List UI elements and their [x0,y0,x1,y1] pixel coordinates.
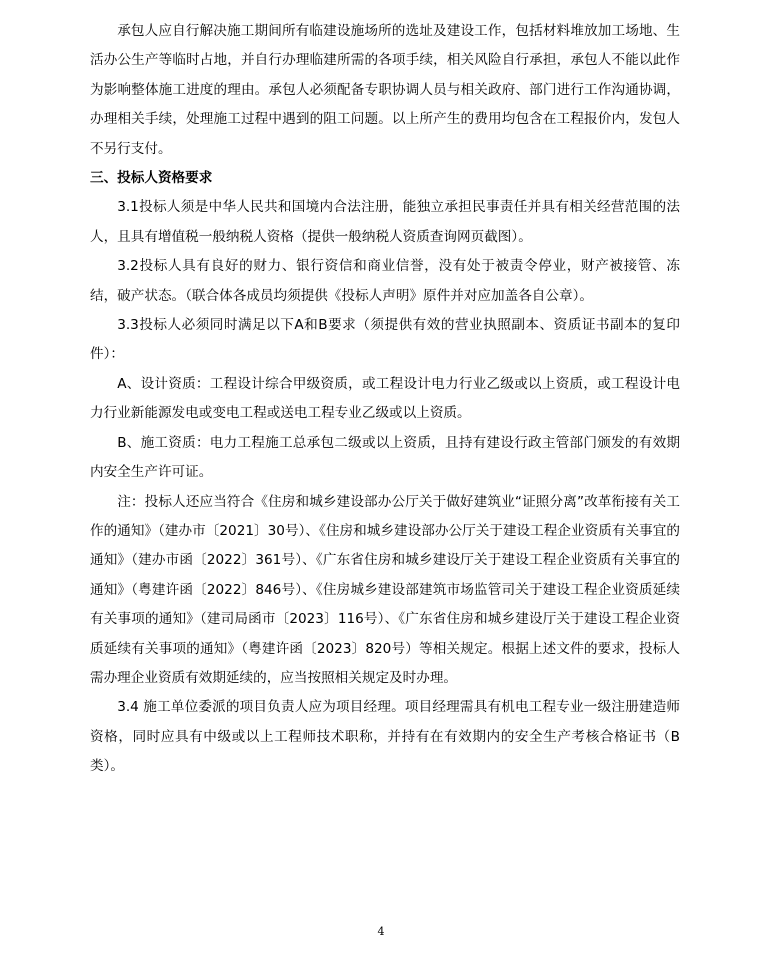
page-number: 4 [377,925,385,938]
document-body [90,17,680,782]
paragraph-construction-qualification: B、施工资质：电力工程施工总承包二级或以上资质，且持有建设行政主管部门颁发的有效期内安全生产许可证。 [90,434,680,481]
paragraph-3-4: 3.4 施工单位委派的项目负责人应为项目经理。项目经理需具有机电工程专业一级注册建造师资格，同时应具有中级或以上工程师技术职称，并持有在有效期内的安全生产考核合格证书（B类）。 [90,699,680,775]
paragraph-design-qualification: A、设计资质：工程设计综合甲级资质，或工程设计电力行业乙级或以上资质，或工程设计电力行业新能源发电或变电工程或送电工程专业乙级或以上资质。 [90,375,680,422]
paragraph-note: 注：投标人还应当符合《住房和城乡建设部办公厅关于做好建筑业“证照分离”改革衔接有关工作的通知》（建办市〔2021〕30号）、《住房和城乡建设部办公厅关于建设工程企业资质有关事宜的通知》（建办市函〔2022〕361号）、《广东省住房和城乡建设厅关于建设工程企业资质有关事宜的通知》（粤建许函〔2022〕846号）、《住房城乡建设部建筑市场监管司关于建设工程企业资质延续有关事项的通知》（建司局函市〔2023〕116号）、《广东省住房和城乡建设厅关于建设工程企业资质延续有关事项的通知》（粤建许函〔2023〕820号）等相关规定。根据上述文件的要求，投标人需办理企业资质有效期延续的，应当按照相关规定及时办理。 [90,493,680,686]
paragraph-3-1: 3.1投标人须是中华人民共和国境内合法注册，能独立承担民事责任并具有相关经营范围的法人，且具有增值税一般纳税人资格（提供一般纳税人资质查询网页截图）。 [90,199,680,245]
paragraph-3-3: 3.3投标人必须同时满足以下A和B要求（须提供有效的营业执照副本、资质证书副本的复印件）： [90,317,680,363]
paragraph-temporary-facilities: 承包人应自行解决施工期间所有临建设施场所的选址及建设工作，包括材料堆放加工场地、生活办公生产等临时占地，并自行办理临建所需的各项手续，相关风险自行承担，承包人不能以此作为影响整体施工进度的理由。承包人必须配备专职协调人员与相关政府、部门进行工作沟通协调，办理相关手续，处理施工过程中遇到的阻工问题。以上所产生的费用均包含在工程报价内，发包人不另行支付。 [90,23,680,157]
section-heading-bidder-qualifications: 三、投标人资格要求 [90,170,213,187]
paragraph-3-2: 3.2投标人具有良好的财力、银行资信和商业信誉，没有处于被责令停业，财产被接管、冻结，破产状态。（联合体各成员均须提供《投标人声明》原件并对应加盖各自公章）。 [90,258,680,304]
